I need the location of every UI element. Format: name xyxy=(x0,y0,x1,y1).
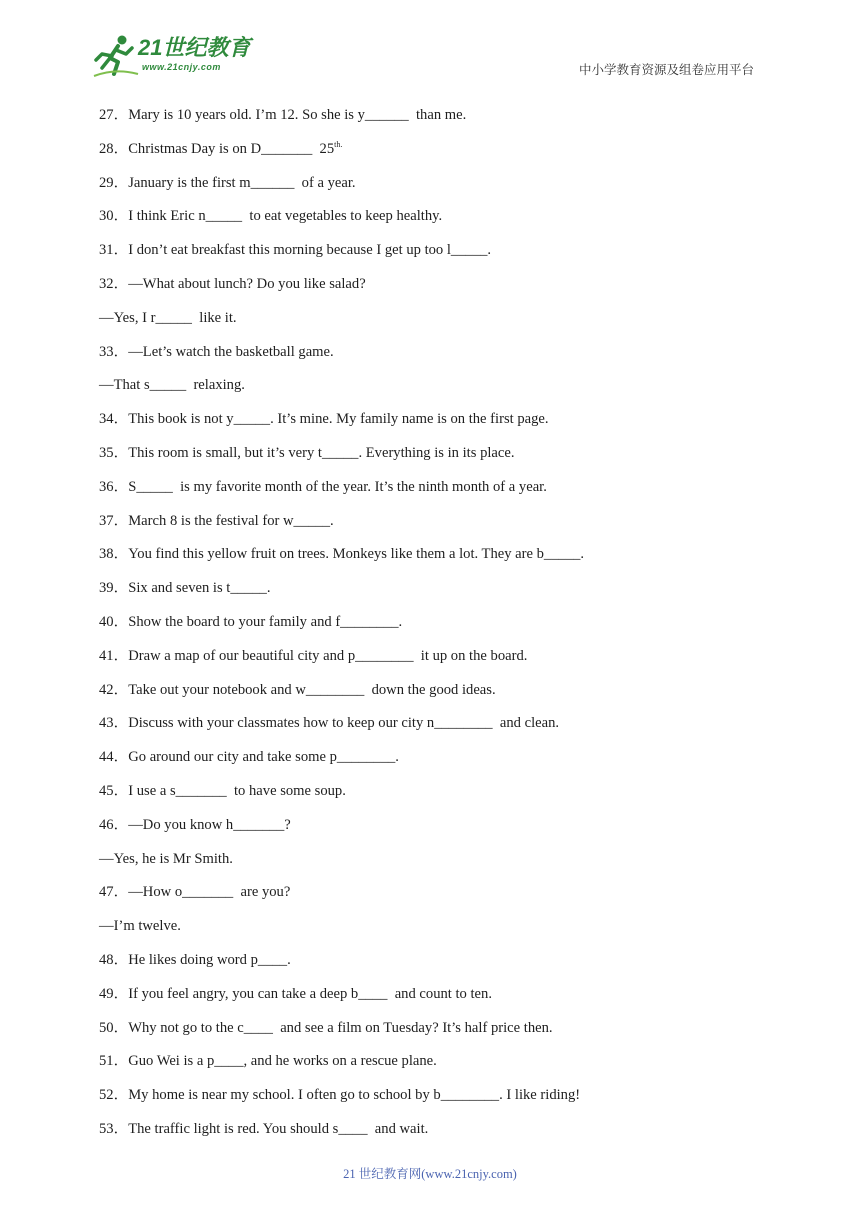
question-line xyxy=(99,268,759,302)
question-number: 45． xyxy=(99,782,129,799)
question-number: 41． xyxy=(99,647,129,664)
question-number: 35． xyxy=(99,444,129,461)
question-line xyxy=(99,336,759,370)
question-line xyxy=(99,606,759,640)
question-line xyxy=(99,505,759,539)
question-number: 53． xyxy=(99,1120,129,1137)
question-line xyxy=(99,403,759,437)
question-number: 39． xyxy=(99,580,129,597)
question-number: 44． xyxy=(99,749,129,766)
question-number: 36． xyxy=(99,478,129,495)
question-line xyxy=(99,944,759,978)
question-line xyxy=(99,437,759,471)
question-line xyxy=(99,302,759,336)
question-text: Show the board to your family and f________. xyxy=(128,613,403,630)
logo-wordmark: 21世纪教育 xyxy=(138,35,251,60)
question-text: Discuss with your classmates how to keep our city n________ and clean. xyxy=(128,715,560,732)
question-line xyxy=(99,167,759,201)
question-number: 29． xyxy=(99,174,129,191)
question-number: 51． xyxy=(99,1053,129,1070)
question-line xyxy=(99,674,759,708)
question-number: 49． xyxy=(99,985,129,1002)
question-text: I use a s_______ to have some soup. xyxy=(128,782,346,799)
question-line xyxy=(99,775,759,809)
question-line xyxy=(99,1045,759,1079)
question-number: 27． xyxy=(99,107,129,123)
question-number: 50． xyxy=(99,1019,129,1036)
question-line xyxy=(99,707,759,741)
question-text: My home is near my school. I often go to school by b________. I like riding! xyxy=(128,1087,581,1104)
question-number: 37． xyxy=(99,512,129,529)
question-text: —Let’s watch the basketball game. xyxy=(128,343,334,360)
header-divider xyxy=(95,82,754,83)
question-text: —That s_____ relaxing. xyxy=(99,377,245,394)
site-logo[interactable] xyxy=(92,34,262,80)
question-text: Draw a map of our beautiful city and p________ it up on the board. xyxy=(128,647,528,664)
question-text: Guo Wei is a p____, and he works on a rescue plane. xyxy=(128,1053,437,1070)
question-text: Six and seven is t_____. xyxy=(128,580,271,597)
question-text: If you feel angry, you can take a deep b____ and count to ten. xyxy=(128,985,492,1002)
question-number: 40． xyxy=(99,613,129,630)
question-line xyxy=(99,234,759,268)
question-number: 30． xyxy=(99,208,129,225)
question-line xyxy=(99,471,759,505)
question-line xyxy=(99,910,759,944)
question-line xyxy=(99,978,759,1012)
question-line xyxy=(99,1012,759,1046)
question-text: March 8 is the festival for w_____. xyxy=(128,512,334,529)
question-list xyxy=(99,99,759,1147)
question-text: January is the first m______ of a year. xyxy=(128,174,356,191)
question-number: 47． xyxy=(99,884,129,901)
question-text: —How o_______ are you? xyxy=(128,884,291,901)
question-text: —I’m twelve. xyxy=(99,918,181,935)
question-line xyxy=(99,640,759,674)
question-line xyxy=(99,200,759,234)
question-line xyxy=(99,741,759,775)
question-text: I think Eric n_____ to eat vegetables to keep healthy. xyxy=(128,208,443,225)
question-number: 46． xyxy=(99,816,129,833)
question-text: Take out your notebook and w________ down the good ideas. xyxy=(128,681,496,698)
question-line xyxy=(99,133,759,167)
logo-url: www.21cnjy.com xyxy=(142,62,221,72)
question-text: S_____ is my favorite month of the year. It’s the ninth month of a year. xyxy=(128,478,547,495)
question-line xyxy=(99,809,759,843)
question-number: 28． xyxy=(99,140,129,157)
question-text: Mary is 10 years old. I’m 12. So she is y______ than me. xyxy=(128,107,467,123)
question-line xyxy=(99,1079,759,1113)
question-number: 34． xyxy=(99,411,129,428)
question-line xyxy=(99,99,759,133)
question-text: Go around our city and take some p________. xyxy=(128,749,399,766)
question-line xyxy=(99,843,759,877)
ordinal-suffix: th. xyxy=(334,139,343,149)
question-number: 42． xyxy=(99,681,129,698)
question-text: He likes doing word p____. xyxy=(128,951,291,968)
question-text: —Do you know h_______? xyxy=(128,816,291,833)
question-number: 32． xyxy=(99,275,129,292)
question-number: 48． xyxy=(99,951,129,968)
question-line xyxy=(99,538,759,572)
runner-icon xyxy=(92,34,140,78)
footer-link[interactable]: 21 世纪教育网(www.21cnjy.com) xyxy=(343,1167,517,1181)
question-text: —What about lunch? Do you like salad? xyxy=(128,275,366,292)
question-number: 38． xyxy=(99,546,129,563)
question-line xyxy=(99,1113,759,1147)
question-text: I don’t eat breakfast this morning because I get up too l_____. xyxy=(128,242,492,259)
question-number: 33． xyxy=(99,343,129,360)
question-text: This room is small, but it’s very t_____. Everything is in its place. xyxy=(128,444,515,461)
question-line xyxy=(99,572,759,606)
question-text: The traffic light is red. You should s____ and wait. xyxy=(128,1120,429,1137)
question-line xyxy=(99,369,759,403)
question-line xyxy=(99,876,759,910)
page-header xyxy=(0,0,860,96)
question-number: 52． xyxy=(99,1087,129,1104)
question-text: This book is not y_____. It’s mine. My family name is on the first page. xyxy=(128,411,549,428)
question-text: Why not go to the c____ and see a film on Tuesday? It’s half price then. xyxy=(128,1019,553,1036)
question-text: —Yes, I r_____ like it. xyxy=(99,309,237,326)
question-text: —Yes, he is Mr Smith. xyxy=(99,850,233,867)
question-number: 31． xyxy=(99,242,129,259)
platform-title: 中小学教育资源及组卷应用平台 xyxy=(578,62,754,77)
question-number: 43． xyxy=(99,715,129,732)
question-text: Christmas Day is on D_______ 25 xyxy=(128,140,335,157)
question-text: You find this yellow fruit on trees. Monkeys like them a lot. They are b_____. xyxy=(128,546,585,563)
